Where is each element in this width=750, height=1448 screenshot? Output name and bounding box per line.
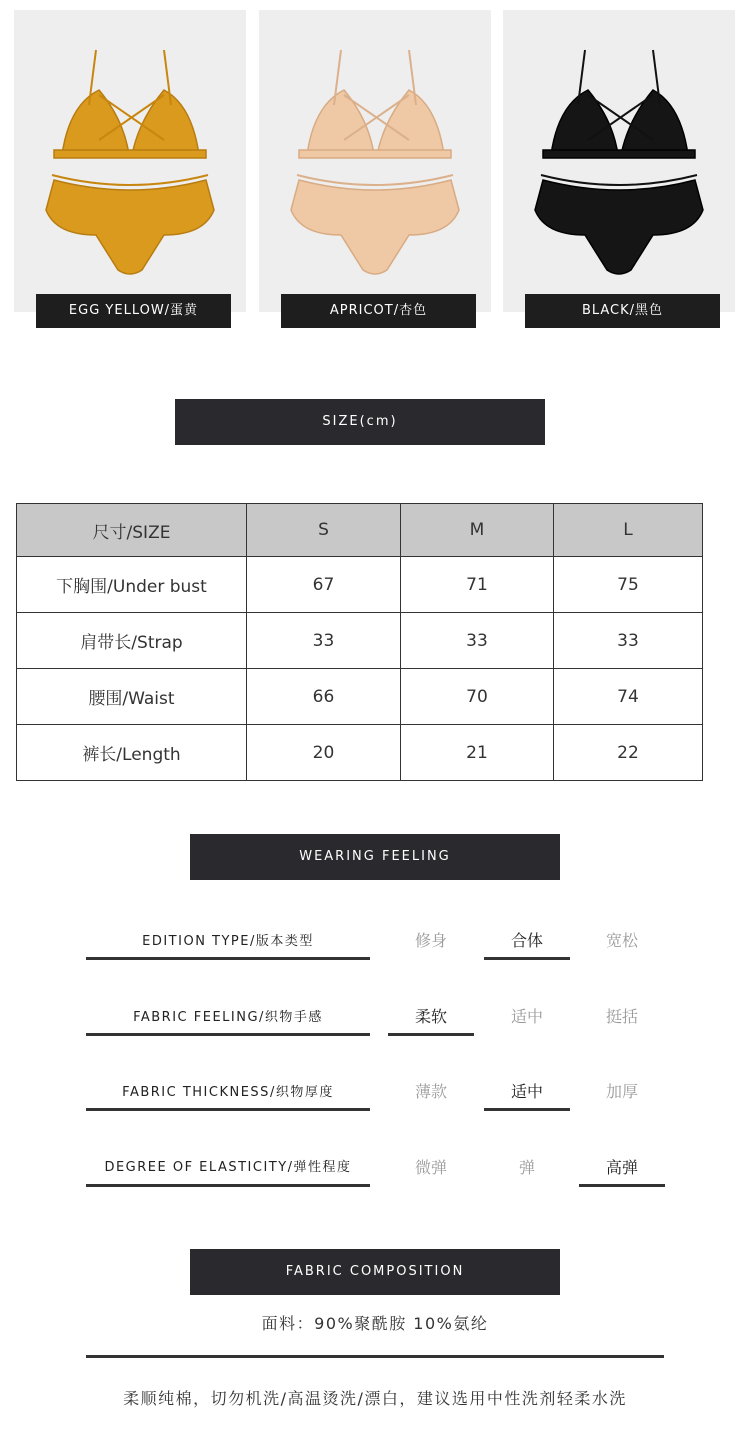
lingerie-image (14, 10, 246, 312)
option-stiff: 挺括 (605, 1007, 638, 1026)
row-label: 腰围/Waist (17, 669, 247, 725)
table-cell: 71 (401, 557, 554, 613)
table-header-row (17, 504, 703, 557)
care-instructions: 柔顺纯棉，切勿机洗/高温烫洗/漂白，建议选用中性洗剂轻柔水洗 (123, 1389, 627, 1408)
selected-underline (388, 1033, 474, 1036)
selected-underline (484, 957, 570, 960)
table-cell: 20 (247, 725, 401, 781)
table-cell: 70 (401, 669, 554, 725)
option-medium: 适中 (510, 1082, 543, 1101)
option-regular: 合体 (510, 931, 543, 950)
table-cell: 66 (247, 669, 401, 725)
header-cell: 尺寸/SIZE (17, 504, 247, 557)
product-card-apricot[interactable] (259, 10, 491, 318)
option-thick: 加厚 (605, 1082, 638, 1101)
table-cell: 33 (247, 613, 401, 669)
option-stretch: 弹 (518, 1158, 535, 1177)
table-cell: 22 (554, 725, 703, 781)
table-row (17, 613, 703, 669)
row-label: 下胸围/Under bust (17, 557, 247, 613)
option-medium: 适中 (510, 1007, 543, 1026)
divider (86, 1355, 664, 1358)
wearing-feeling-header: WEARING FEELING (190, 834, 560, 880)
option-loose: 宽松 (605, 931, 638, 950)
color-label: BLACK/黑色 (525, 294, 720, 328)
table-cell: 33 (554, 613, 703, 669)
color-label: APRICOT/杏色 (281, 294, 476, 328)
header-cell: S (247, 504, 401, 557)
divider (86, 957, 370, 960)
lingerie-image (503, 10, 735, 312)
option-fitted: 修身 (414, 931, 447, 950)
table-row (17, 725, 703, 781)
size-table (16, 503, 703, 781)
divider (86, 1033, 370, 1036)
selected-underline (484, 1108, 570, 1111)
option-slight-stretch: 微弹 (414, 1158, 447, 1177)
option-thin: 薄款 (414, 1082, 447, 1101)
feeling-label: FABRIC FEELING/织物手感 (133, 1010, 323, 1025)
header-cell: L (554, 504, 703, 557)
feeling-label: EDITION TYPE/版本类型 (142, 934, 314, 949)
table-cell: 21 (401, 725, 554, 781)
product-card-egg-yellow[interactable] (14, 10, 246, 318)
divider (86, 1184, 370, 1187)
header-cell: M (401, 504, 554, 557)
composition-text: 面料：90%聚酰胺 10%氨纶 (261, 1314, 489, 1333)
option-high-stretch: 高弹 (605, 1158, 638, 1177)
product-card-black[interactable] (503, 10, 735, 318)
feeling-label: DEGREE OF ELASTICITY/弹性程度 (104, 1160, 352, 1175)
fabric-composition-header: FABRIC COMPOSITION (190, 1249, 560, 1295)
table-cell: 75 (554, 557, 703, 613)
table-cell: 67 (247, 557, 401, 613)
divider (86, 1108, 370, 1111)
option-soft: 柔软 (414, 1007, 447, 1026)
size-section-header: SIZE(cm) (175, 399, 545, 445)
selected-underline (579, 1184, 665, 1187)
table-row (17, 669, 703, 725)
row-label: 裤长/Length (17, 725, 247, 781)
color-label: EGG YELLOW/蛋黄 (36, 294, 231, 328)
lingerie-image (259, 10, 491, 312)
table-cell: 33 (401, 613, 554, 669)
feeling-label: FABRIC THICKNESS/织物厚度 (122, 1085, 334, 1100)
table-cell: 74 (554, 669, 703, 725)
row-label: 肩带长/Strap (17, 613, 247, 669)
table-row (17, 557, 703, 613)
